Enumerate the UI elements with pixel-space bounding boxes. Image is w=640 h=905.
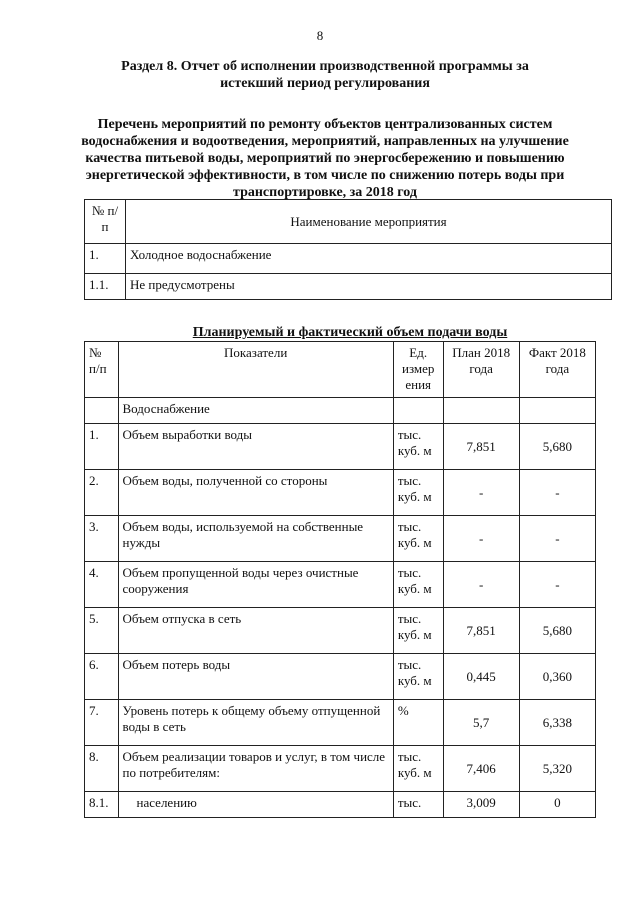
page-number: 8 xyxy=(316,28,324,43)
header-unit: Ед. измер ения xyxy=(393,342,443,398)
table-header-row xyxy=(85,342,596,398)
row-num: 8.1. xyxy=(85,792,119,818)
row-num: 1.1. xyxy=(85,274,126,300)
row-unit: тыс. куб. м xyxy=(393,608,443,654)
header-num: № п/п xyxy=(85,200,126,244)
table-row xyxy=(85,424,596,470)
row-indicator: Объем пропущенной воды через очистные сооружения xyxy=(118,562,393,608)
header-num: № п/п xyxy=(85,342,119,398)
row-plan: 7,851 xyxy=(443,424,519,470)
header-fact: Факт 2018 года xyxy=(519,342,595,398)
row-unit: тыс. куб. м xyxy=(393,470,443,516)
events-table xyxy=(84,199,612,300)
row-fact: 5,680 xyxy=(519,424,595,470)
row-unit xyxy=(393,398,443,424)
row-fact: 6,338 xyxy=(519,700,595,746)
list-title: Перечень мероприятий по ремонту объектов централизованных систем водоснабжения и водоотведения, мероприятий, направленных на улучшение качества питьевой воды, мероприятий по энергосбережению и повышению энергетической эффективности, в том числе по снижению потерь воды при транспортировке, за 2018 год xyxy=(81,117,569,200)
header-event-name: Наименование мероприятия xyxy=(126,200,612,244)
row-plan: - xyxy=(443,470,519,516)
row-unit: тыс. xyxy=(393,792,443,818)
section-label: Водоснабжение xyxy=(118,398,393,424)
row-unit: тыс. куб. м xyxy=(393,654,443,700)
row-indicator: Объем отпуска в сеть xyxy=(118,608,393,654)
row-num: 8. xyxy=(85,746,119,792)
row-num: 6. xyxy=(85,654,119,700)
row-event-name: Не предусмотрены xyxy=(126,274,612,300)
table-row xyxy=(85,470,596,516)
row-plan: 5,7 xyxy=(443,700,519,746)
row-unit: тыс. куб. м xyxy=(393,516,443,562)
row-plan: 7,406 xyxy=(443,746,519,792)
row-fact: 0,360 xyxy=(519,654,595,700)
section-row xyxy=(85,398,596,424)
table-row xyxy=(85,516,596,562)
row-indicator: Объем воды, полученной со стороны xyxy=(118,470,393,516)
table-row xyxy=(85,244,612,274)
row-fact xyxy=(519,398,595,424)
row-plan: - xyxy=(443,516,519,562)
row-fact: - xyxy=(519,516,595,562)
row-num xyxy=(85,398,119,424)
table-row xyxy=(85,562,596,608)
header-indicator: Показатели xyxy=(118,342,393,398)
row-indicator: Объем воды, используемой на собственные нужды xyxy=(118,516,393,562)
table-row xyxy=(85,608,596,654)
table-row xyxy=(85,746,596,792)
table-row xyxy=(85,654,596,700)
row-unit: тыс. куб. м xyxy=(393,562,443,608)
row-indicator: Объем выработки воды xyxy=(118,424,393,470)
row-unit: тыс. куб. м xyxy=(393,746,443,792)
row-fact: 5,320 xyxy=(519,746,595,792)
row-fact: 5,680 xyxy=(519,608,595,654)
section-title: Раздел 8. Отчет об исполнении производственной программы за истекший период регулирования xyxy=(121,59,529,91)
row-unit: % xyxy=(393,700,443,746)
row-indicator: Объем реализации товаров и услуг, в том числе по потребителям: xyxy=(118,746,393,792)
plan-title: Планируемый и фактический объем подачи воды xyxy=(192,325,508,340)
row-fact: 0 xyxy=(519,792,595,818)
row-num: 1. xyxy=(85,424,119,470)
row-indicator: Объем потерь воды xyxy=(118,654,393,700)
row-indicator: Уровень потерь к общему объему отпущенной воды в сеть xyxy=(118,700,393,746)
table-row xyxy=(85,792,596,818)
volume-table xyxy=(84,341,596,818)
row-num: 4. xyxy=(85,562,119,608)
row-plan: 7,851 xyxy=(443,608,519,654)
row-event-name: Холодное водоснабжение xyxy=(126,244,612,274)
row-fact: - xyxy=(519,562,595,608)
table-row xyxy=(85,274,612,300)
row-plan: - xyxy=(443,562,519,608)
row-num: 7. xyxy=(85,700,119,746)
row-fact: - xyxy=(519,470,595,516)
row-plan: 0,445 xyxy=(443,654,519,700)
row-num: 1. xyxy=(85,244,126,274)
row-plan: 3,009 xyxy=(443,792,519,818)
row-plan xyxy=(443,398,519,424)
table-row xyxy=(85,700,596,746)
row-num: 2. xyxy=(85,470,119,516)
row-num: 5. xyxy=(85,608,119,654)
table-header-row xyxy=(85,200,612,244)
row-num: 3. xyxy=(85,516,119,562)
header-plan: План 2018 года xyxy=(443,342,519,398)
row-unit: тыс. куб. м xyxy=(393,424,443,470)
row-indicator: населению xyxy=(118,792,393,818)
